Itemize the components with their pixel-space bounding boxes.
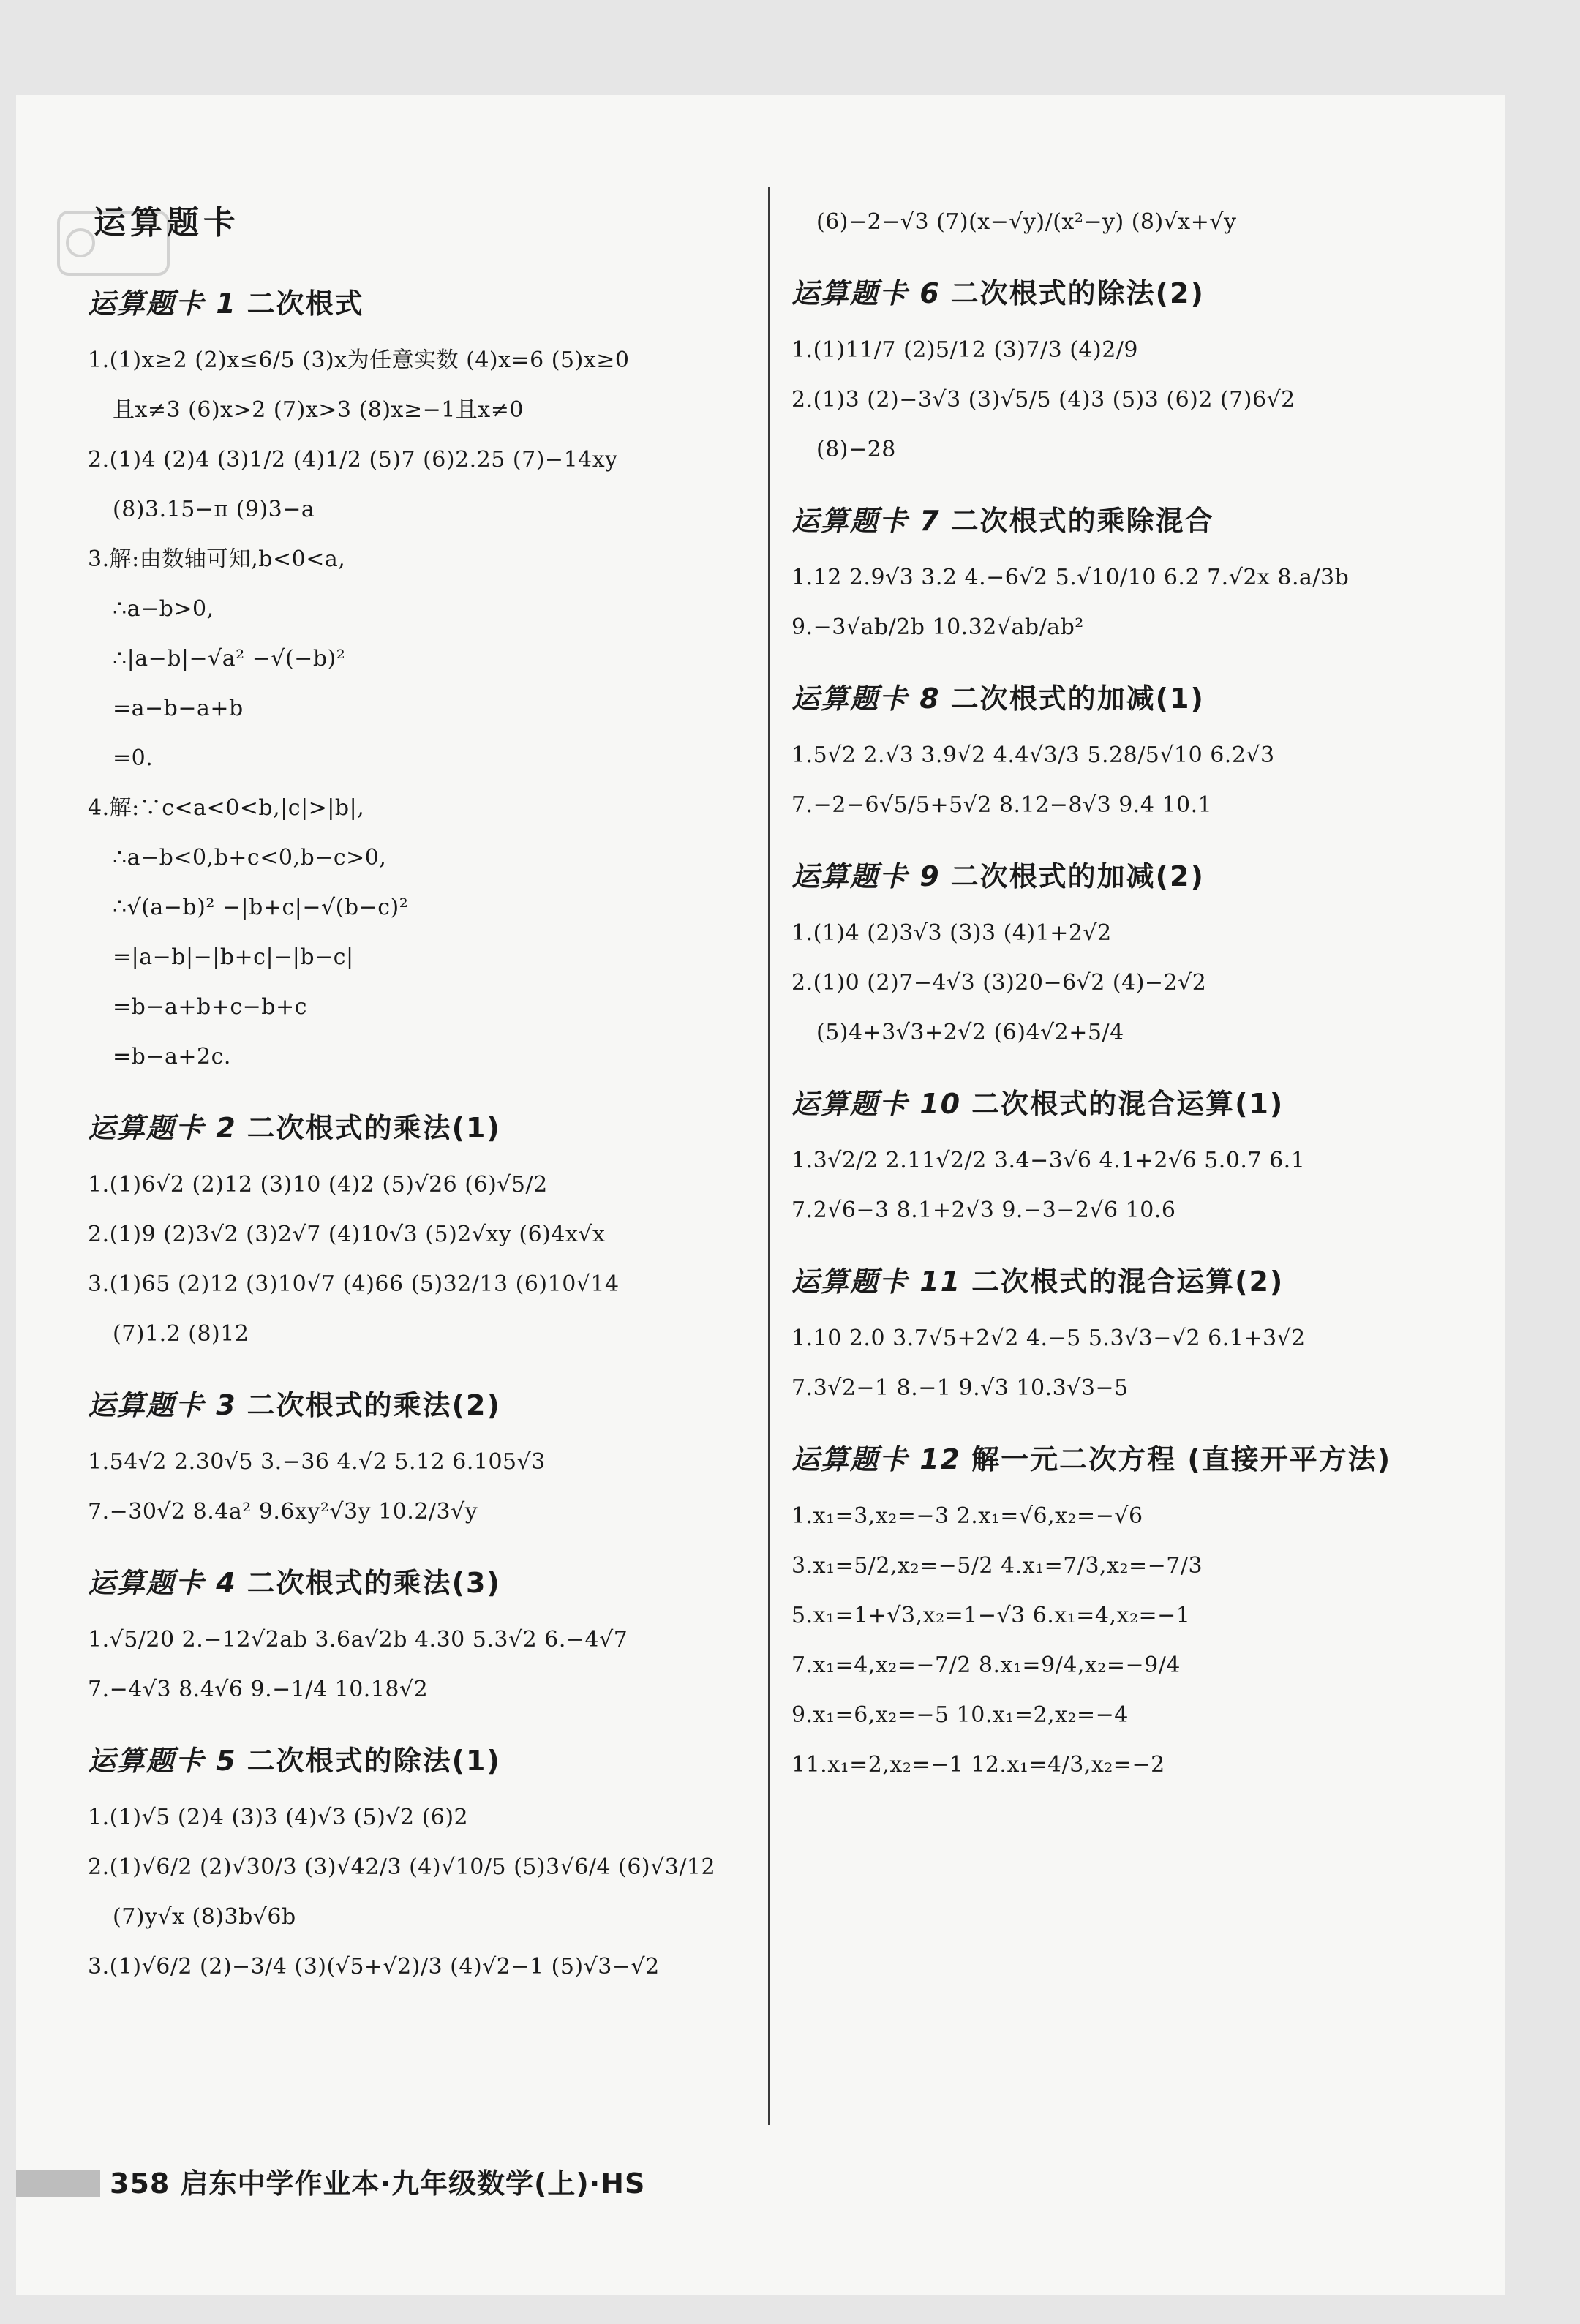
answer-section: [791, 843, 1523, 1058]
section-number: 运算题卡 12: [791, 1443, 962, 1475]
right-column: [791, 198, 1523, 1803]
answer-line: 5.x₁=1+√3,x₂=1−√3 6.x₁=4,x₂=−1: [791, 1603, 1191, 1628]
answer-line: 2.(1)√6/2 (2)√30/3 (3)√42/3 (4)√10/5 (5)3√6/4 (6)√3/12: [88, 1854, 716, 1880]
answer-line: 1.54√2 2.30√5 3.−36 4.√2 5.12 6.105√3: [88, 1449, 546, 1475]
answer-line: 3.解:由数轴可知,b<0<a,: [88, 546, 346, 572]
answer-line: 2.(1)9 (2)3√2 (3)2√7 (4)10√3 (5)2√xy (6)4x√x: [88, 1222, 606, 1247]
answer-line: 11.x₁=2,x₂=−1 12.x₁=4/3,x₂=−2: [791, 1752, 1165, 1778]
section-subtitle: 二次根式的乘法(3): [247, 1567, 501, 1599]
answer-line: 1.12 2.9√3 3.2 4.−6√2 5.√10/10 6.2 7.√2x 8.a/3b: [791, 565, 1350, 590]
answer-section: [88, 1550, 753, 1715]
answer-line: (7)1.2 (8)12: [113, 1321, 249, 1347]
section-subtitle: 二次根式的加减(1): [950, 682, 1205, 715]
answer-line: 7.3√2−1 8.−1 9.√3 10.3√3−5: [791, 1375, 1129, 1401]
answer-line: (6)−2−√3 (7)(x−√y)/(x²−y) (8)√x+√y: [816, 209, 1237, 235]
section-title: [88, 1550, 753, 1601]
section-subtitle: 二次根式的混合运算(1): [971, 1088, 1284, 1120]
section-title: [791, 666, 1523, 716]
section-subtitle: 二次根式的乘除混合: [950, 505, 1214, 537]
answer-section: [791, 488, 1523, 653]
section-title: [88, 271, 753, 321]
section-number: 运算题卡 2: [88, 1112, 237, 1144]
answer-section: [791, 666, 1523, 830]
section-subtitle: 二次根式的除法(1): [247, 1745, 501, 1777]
section-number: 运算题卡 6: [791, 277, 941, 309]
answer-line: ∴√(a−b)² −|b+c|−√(b−c)²: [113, 895, 409, 920]
section-number: 运算题卡 1: [88, 287, 237, 320]
answer-line: =|a−b|−|b+c|−|b−c|: [113, 944, 354, 970]
answer-section: [88, 1095, 753, 1359]
section-title: [791, 1426, 1523, 1477]
footer-bar: [16, 2170, 100, 2197]
section-title: [791, 843, 1523, 894]
section-title: [791, 1071, 1523, 1121]
footer-text: 358 启东中学作业本·九年级数学(上)·HS: [110, 2167, 646, 2200]
section-number: 运算题卡 3: [88, 1389, 237, 1421]
page-footer: [16, 2156, 1479, 2215]
answer-line: 7.x₁=4,x₂=−7/2 8.x₁=9/4,x₂=−9/4: [791, 1652, 1181, 1678]
answer-line: (8)−28: [816, 437, 896, 462]
answer-line: 7.−2−6√5/5+5√2 8.12−8√3 9.4 10.1: [791, 792, 1213, 818]
answer-line: 7.−30√2 8.4a² 9.6xy²√3y 10.2/3√y: [88, 1499, 478, 1524]
page-heading: 运算题卡: [94, 204, 240, 241]
section-number: 运算题卡 7: [791, 505, 941, 537]
answer-line: 9.x₁=6,x₂=−5 10.x₁=2,x₂=−4: [791, 1702, 1129, 1728]
answer-line: ∴a−b>0,: [113, 596, 214, 622]
section-title: [88, 1728, 753, 1778]
answer-line: 1.(1)4 (2)3√3 (3)3 (4)1+2√2: [791, 920, 1112, 946]
answer-section: [88, 1372, 753, 1537]
answer-line: 1.x₁=3,x₂=−3 2.x₁=√6,x₂=−√6: [791, 1503, 1143, 1529]
section-subtitle: 二次根式: [247, 287, 364, 320]
answer-line: (5)4+3√3+2√2 (6)4√2+5/4: [816, 1020, 1124, 1045]
answer-line: 1.(1)6√2 (2)12 (3)10 (4)2 (5)√26 (6)√5/2: [88, 1172, 548, 1197]
answer-section: [791, 1426, 1523, 1790]
answer-line: 3.x₁=5/2,x₂=−5/2 4.x₁=7/3,x₂=−7/3: [791, 1553, 1203, 1579]
section-subtitle: 二次根式的混合运算(2): [971, 1266, 1284, 1298]
section-title: [791, 1249, 1523, 1299]
column-divider: [768, 187, 770, 2125]
section-number: 运算题卡 11: [791, 1266, 962, 1298]
section-title: [88, 1095, 753, 1146]
section-subtitle: 二次根式的除法(2): [950, 277, 1205, 309]
answer-line: (8)3.15−π (9)3−a: [113, 497, 315, 522]
answer-section: [88, 271, 753, 1082]
section-number: 运算题卡 10: [791, 1088, 962, 1120]
answer-section: [88, 1728, 753, 1992]
answer-line: 1.3√2/2 2.11√2/2 3.4−3√6 4.1+2√6 5.0.7 6.1: [791, 1148, 1306, 1173]
answer-line: 1.(1)√5 (2)4 (3)3 (4)√3 (5)√2 (6)2: [88, 1805, 469, 1830]
answer-line: 1.(1)11/7 (2)5/12 (3)7/3 (4)2/9: [791, 337, 1139, 363]
answer-line: 7.2√6−3 8.1+2√3 9.−3−2√6 10.6: [791, 1197, 1176, 1223]
answer-line: 1.√5/20 2.−12√2ab 3.6a√2b 4.30 5.3√2 6.−4√7: [88, 1627, 628, 1652]
answer-line: 2.(1)4 (2)4 (3)1/2 (4)1/2 (5)7 (6)2.25 (7)−14xy: [88, 447, 618, 473]
answer-section: [791, 1071, 1523, 1236]
section-subtitle: 解一元二次方程 (直接开平方法): [971, 1443, 1392, 1475]
left-column: [88, 183, 753, 2005]
answer-line: =0.: [113, 745, 154, 771]
answer-line: 2.(1)3 (2)−3√3 (3)√5/5 (4)3 (5)3 (6)2 (7)6√2: [791, 387, 1295, 413]
section-subtitle: 二次根式的乘法(1): [247, 1112, 501, 1144]
answer-line: =b−a+2c.: [113, 1044, 231, 1069]
answer-line: 1.5√2 2.√3 3.9√2 4.4√3/3 5.28/5√10 6.2√3: [791, 742, 1275, 768]
answer-line: =b−a+b+c−b+c: [113, 994, 307, 1020]
section-subtitle: 二次根式的加减(2): [950, 860, 1205, 892]
answer-line: 7.−4√3 8.4√6 9.−1/4 10.18√2: [88, 1677, 429, 1702]
answer-line: 9.−3√ab/2b 10.32√ab/ab²: [791, 614, 1084, 640]
section-title: [791, 260, 1523, 311]
section-subtitle: 二次根式的乘法(2): [247, 1389, 501, 1421]
answer-section: [791, 198, 1523, 247]
section-number: 运算题卡 9: [791, 860, 941, 892]
answer-line: 1.10 2.0 3.7√5+2√2 4.−5 5.3√3−√2 6.1+3√2: [791, 1325, 1306, 1351]
answer-line: 3.(1)65 (2)12 (3)10√7 (4)66 (5)32/13 (6)10√14: [88, 1271, 620, 1297]
section-title: [88, 1372, 753, 1423]
answer-line: ∴|a−b|−√a² −√(−b)²: [113, 646, 346, 672]
section-number: 运算题卡 5: [88, 1745, 237, 1777]
answer-section: [791, 260, 1523, 475]
answer-line: 2.(1)0 (2)7−4√3 (3)20−6√2 (4)−2√2: [791, 970, 1207, 996]
answer-line: 4.解:∵c<a<0<b,|c|>|b|,: [88, 795, 365, 821]
answer-line: 1.(1)x≥2 (2)x≤6/5 (3)x为任意实数 (4)x=6 (5)x≥0: [88, 347, 630, 373]
answer-section: [791, 1249, 1523, 1413]
answer-line: (7)y√x (8)3b√6b: [113, 1904, 296, 1930]
section-title: [791, 488, 1523, 538]
section-number: 运算题卡 4: [88, 1567, 237, 1599]
answer-line: ∴a−b<0,b+c<0,b−c>0,: [113, 845, 387, 870]
answer-line: 且x≠3 (6)x>2 (7)x>3 (8)x≥−1且x≠0: [113, 397, 524, 423]
answer-line: =a−b−a+b: [113, 696, 244, 721]
section-number: 运算题卡 8: [791, 682, 941, 715]
answer-line: 3.(1)√6/2 (2)−3/4 (3)(√5+√2)/3 (4)√2−1 (5)√3−√2: [88, 1954, 660, 1979]
